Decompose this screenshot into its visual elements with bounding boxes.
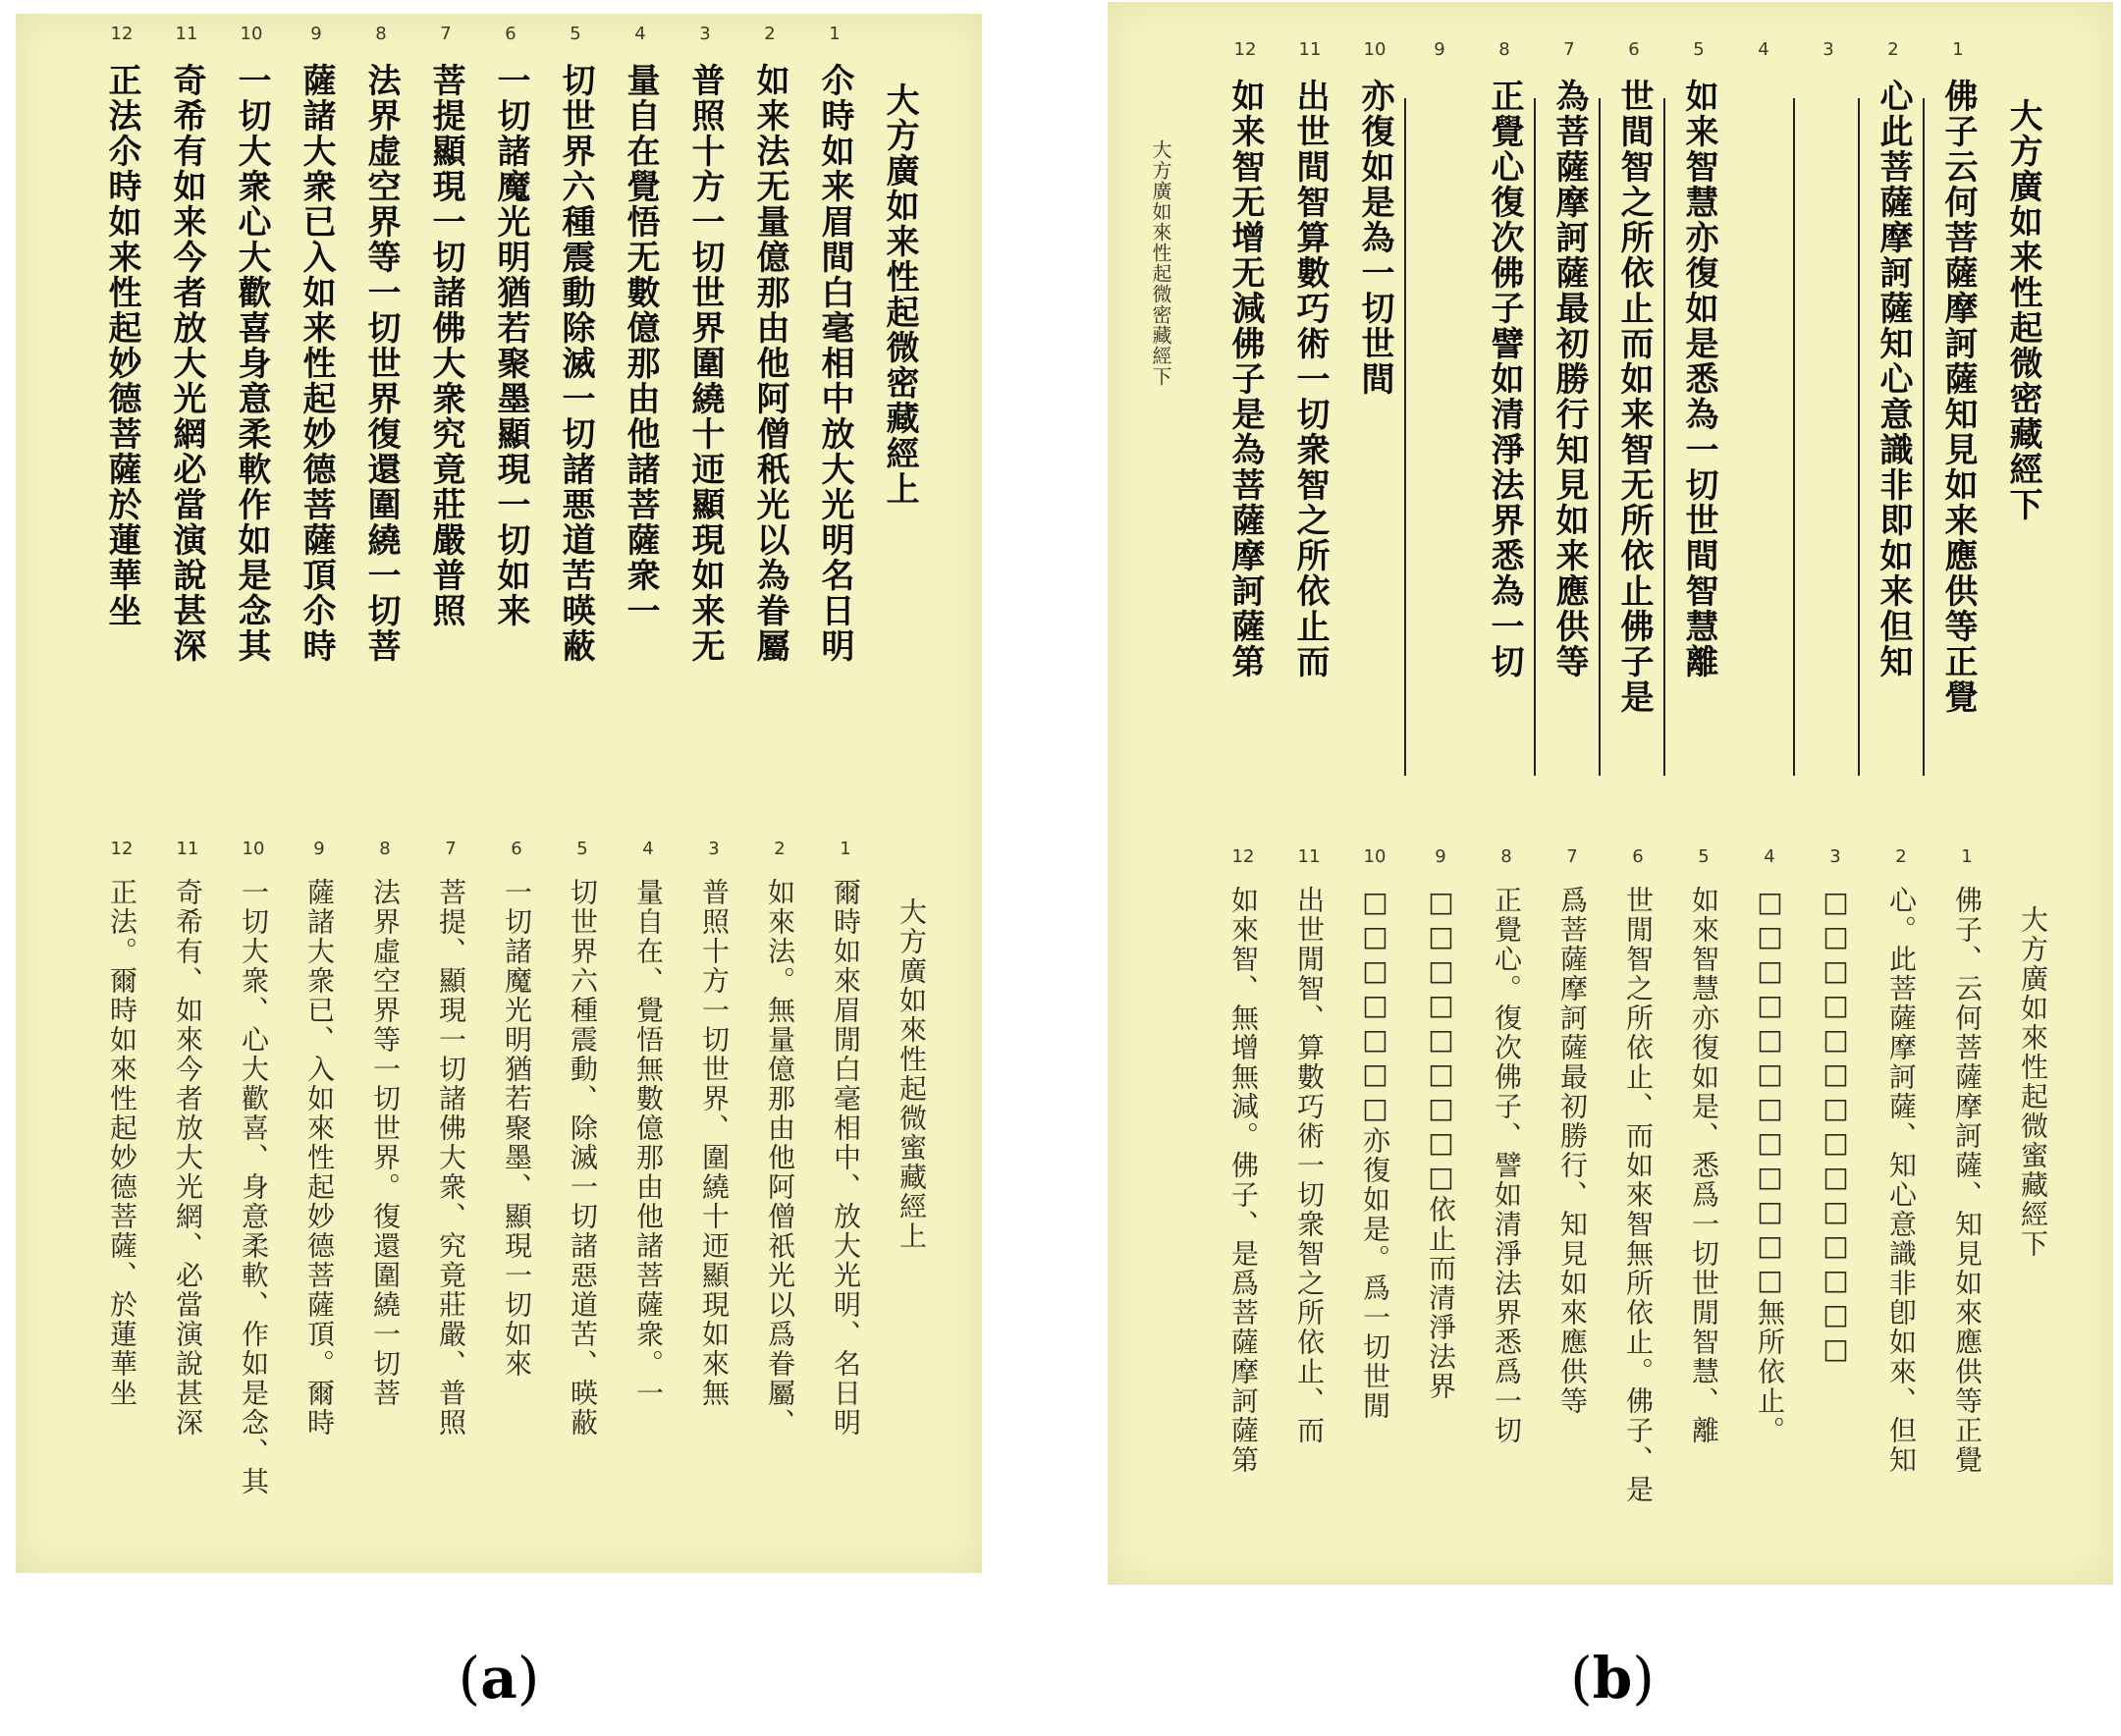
column-number: 7 xyxy=(1563,39,1575,60)
column-number: 3 xyxy=(1829,846,1841,867)
column-text: 薩諸大衆已、入如來性起妙德菩薩頂。爾時 xyxy=(303,878,336,1438)
column-number: 2 xyxy=(1895,846,1907,867)
column-text: 佛子、云何菩薩摩訶薩、知見如來應供等正覺 xyxy=(1951,886,1984,1475)
panel-a xyxy=(16,14,982,1573)
column-number: 3 xyxy=(1822,39,1834,60)
column-number: 11 xyxy=(1298,39,1322,60)
column-text: 出世間智算數巧術一切衆智之所依止而 xyxy=(1290,79,1330,679)
column-number: 2 xyxy=(764,24,776,44)
column-text: 世閒智之所依止、而如來智無所依止。佛子、是 xyxy=(1622,886,1655,1504)
column-text: 一切大衆、心大歡喜、身意柔軟、作如是念、其 xyxy=(238,878,270,1496)
column-rule xyxy=(1534,98,1536,776)
column-text: 薩諸大衆已入如来性起妙德菩薩頂尒時 xyxy=(297,63,336,664)
column-text: 一切諸魔光明猶若聚墨、顯現一切如來 xyxy=(501,878,533,1379)
column-number: 12 xyxy=(110,839,134,859)
column-number: 12 xyxy=(110,24,134,44)
column-text: 量自在覺悟无數億那由他諸菩薩衆一 xyxy=(621,63,660,628)
transcript-section xyxy=(16,839,982,1555)
column-rule xyxy=(1599,98,1601,776)
column-text: 如来智无增无減佛子是為菩薩摩訶薩第 xyxy=(1225,79,1265,679)
column-text: 如来法无量億那由他阿僧秖光以為眷屬 xyxy=(750,63,789,664)
column-number: 2 xyxy=(1887,39,1899,60)
column-text: 爾時如來眉閒白毫相中、放大光明、名日明 xyxy=(830,878,862,1438)
manuscript-section xyxy=(16,24,982,780)
column-text: 如來智、無增無減。佛子、是爲菩薩摩訶薩第 xyxy=(1227,886,1260,1475)
column-text: 佛子云何菩薩摩訶薩知見如来應供等正覺 xyxy=(1938,79,1978,715)
column-number: 11 xyxy=(176,839,199,859)
title-text: 大方廣如来性起微密藏經下 xyxy=(2003,98,2042,522)
column-text: 奇希有如来今者放大光網必當演說甚深 xyxy=(167,63,206,664)
column-number: 5 xyxy=(1698,846,1710,867)
column-number: 5 xyxy=(570,24,581,44)
column-rule xyxy=(1858,98,1860,776)
column-number: 5 xyxy=(576,839,588,859)
column-number: 9 xyxy=(310,24,322,44)
column-number: 11 xyxy=(175,24,198,44)
column-text: 尒時如来眉間白毫相中放大光明名日明 xyxy=(815,63,854,664)
column-text: 如來法。無量億那由他阿僧祇光以爲眷屬、 xyxy=(764,878,796,1438)
column-number: 7 xyxy=(445,839,457,859)
column-text: □□□□□□□亦復如是。爲一切世閒 xyxy=(1359,886,1391,1421)
column-rule xyxy=(1404,98,1406,776)
caption-b: (b) xyxy=(1570,1645,1655,1711)
column-number: 9 xyxy=(1435,846,1446,867)
column-number: 12 xyxy=(1233,39,1257,60)
side-title: 大方廣如來性起微密藏經下 xyxy=(1149,139,1172,387)
column-number: 8 xyxy=(375,24,387,44)
column-text: 一切大衆心大歡喜身意柔軟作如是念其 xyxy=(232,63,271,664)
column-number: 4 xyxy=(642,839,654,859)
column-number: 1 xyxy=(1961,846,1973,867)
column-text: 心此菩薩摩訶薩知心意識非即如来但知 xyxy=(1874,79,1913,679)
column-number: 5 xyxy=(1693,39,1705,60)
column-text: 如来智慧亦復如是悉為一切世間智慧離 xyxy=(1679,79,1718,679)
column-text: 世間智之所依止而如来智无所依止佛子是 xyxy=(1614,79,1654,715)
column-rule xyxy=(1663,98,1665,776)
column-rule xyxy=(1923,98,1925,776)
column-text: 普照十方一切世界圍繞十迊顯現如来无 xyxy=(685,63,725,664)
column-number: 4 xyxy=(1758,39,1769,60)
column-text: 亦復如是為一切世間 xyxy=(1355,79,1394,397)
column-text: □□□□□□□□□□□□□□ xyxy=(1820,886,1852,1367)
column-number: 2 xyxy=(774,839,786,859)
column-text: 切世界六種震動除滅一切諸悪道苦暎蔽 xyxy=(556,63,595,664)
column-number: 9 xyxy=(1434,39,1445,60)
column-number: 4 xyxy=(1764,846,1775,867)
column-text: 法界虚空界等一切世界復還圍繞一切菩 xyxy=(361,63,401,664)
column-number: 3 xyxy=(699,24,711,44)
column-text: 菩提、顯現一切諸佛大衆、究竟莊嚴、普照 xyxy=(435,878,467,1438)
column-text: 一切諸魔光明猶若聚墨顯現一切如来 xyxy=(491,63,530,628)
column-number: 8 xyxy=(1500,846,1512,867)
column-text: □□□□□□□□□□□□無所依止。 xyxy=(1754,886,1786,1445)
column-number: 7 xyxy=(440,24,452,44)
column-text: 奇希有、如來今者放大光網、必當演說甚深 xyxy=(172,878,204,1438)
column-text: 正覺心復次佛子譬如清淨法界悉為一切 xyxy=(1485,79,1524,679)
column-number: 10 xyxy=(240,24,263,44)
column-number: 9 xyxy=(313,839,325,859)
column-text: 爲菩薩摩訶薩最初勝行、知見如來應供等 xyxy=(1556,886,1589,1416)
column-number: 7 xyxy=(1566,846,1578,867)
title-text: 大方廣如來性起微蜜藏經下 xyxy=(2017,905,2049,1259)
column-text: 出世閒智、算數巧術一切衆智之所依止、而 xyxy=(1293,886,1326,1445)
column-text: □□□□□□□□□依止而清淨法界 xyxy=(1425,886,1457,1401)
column-number: 8 xyxy=(379,839,391,859)
column-number: 1 xyxy=(840,839,851,859)
column-number: 1 xyxy=(1952,39,1964,60)
transcript-section xyxy=(1108,846,2113,1573)
manuscript-section xyxy=(1108,39,2113,795)
column-number: 1 xyxy=(829,24,841,44)
column-text: 心。此菩薩摩訶薩、知心意識非卽如來、但知 xyxy=(1885,886,1918,1475)
column-text: 普照十方一切世界、圍繞十迊顯現如來無 xyxy=(698,878,731,1408)
column-number: 11 xyxy=(1297,846,1321,867)
title-text: 大方廣如來性起微蜜藏經上 xyxy=(896,897,928,1251)
column-number: 10 xyxy=(1363,846,1387,867)
column-text: 為菩薩摩訶薩最初勝行知見如来應供等 xyxy=(1550,79,1589,679)
column-number: 6 xyxy=(511,839,522,859)
caption-a: (a) xyxy=(458,1645,540,1711)
title-text: 大方廣如来性起微密藏經上 xyxy=(880,82,919,507)
column-text: 如來智慧亦復如是、悉爲一切世閒智慧、離 xyxy=(1688,886,1720,1445)
column-number: 10 xyxy=(242,839,265,859)
panel-b xyxy=(1108,2,2113,1585)
column-number: 6 xyxy=(1632,846,1644,867)
column-text: 正法。爾時如來性起妙德菩薩、於蓮華坐 xyxy=(106,878,138,1408)
column-text: 量自在、覺悟無數億那由他諸菩薩衆。一 xyxy=(632,878,665,1408)
column-number: 6 xyxy=(505,24,517,44)
column-number: 4 xyxy=(634,24,646,44)
column-text: 正覺心。復次佛子、譬如清淨法界悉爲一切 xyxy=(1491,886,1523,1445)
column-text: 菩提顯現一切諸佛大衆究竟莊嚴普照 xyxy=(426,63,465,628)
column-number: 3 xyxy=(708,839,720,859)
column-rule xyxy=(1793,98,1795,776)
column-number: 6 xyxy=(1628,39,1640,60)
column-number: 12 xyxy=(1231,846,1255,867)
column-text: 切世界六種震動、除滅一切諸惡道苦、暎蔽 xyxy=(567,878,599,1438)
column-number: 10 xyxy=(1363,39,1387,60)
column-number: 8 xyxy=(1498,39,1510,60)
column-text: 法界虛空界等一切世界。復還圍繞一切菩 xyxy=(369,878,402,1408)
column-text: 正法尒時如来性起妙德菩薩於蓮華坐 xyxy=(102,63,141,628)
